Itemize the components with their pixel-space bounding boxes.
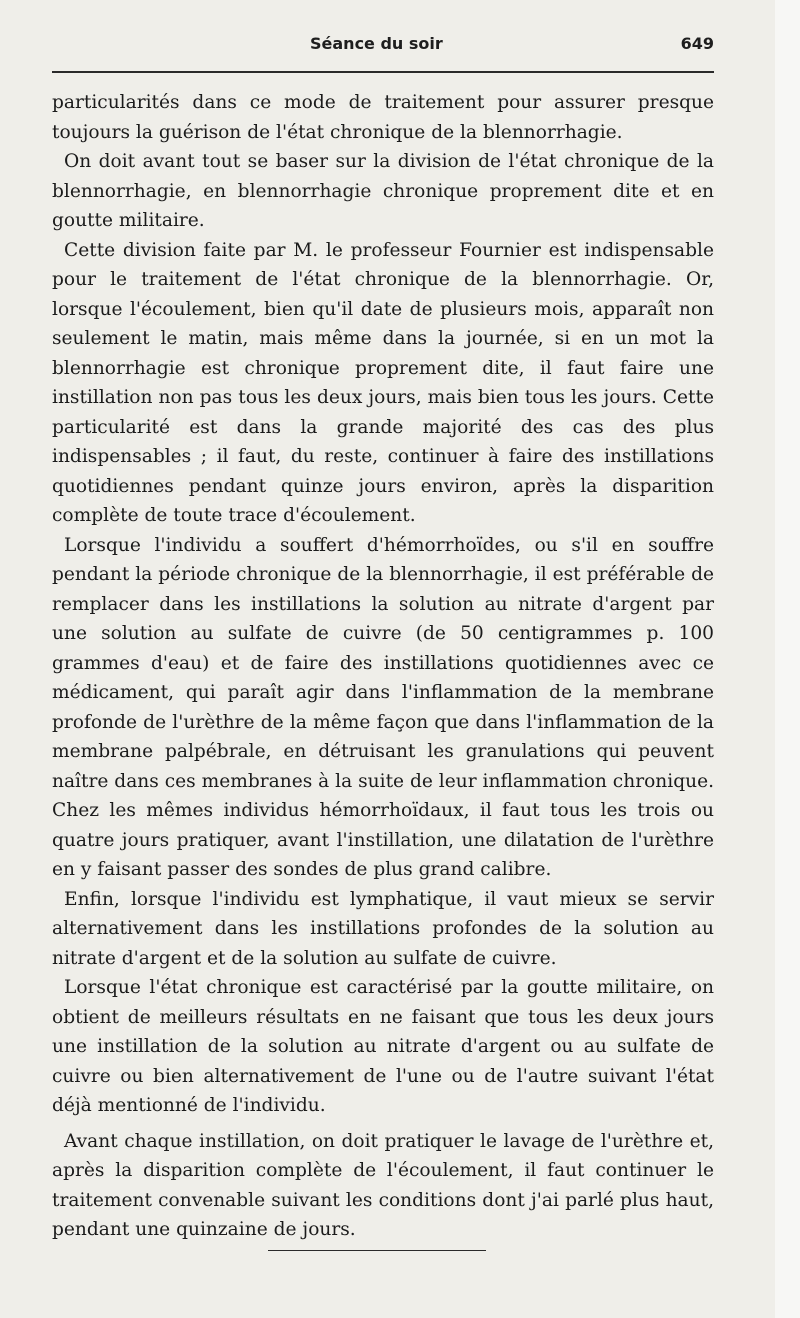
running-header: [52, 31, 714, 61]
page-number: 649: [680, 34, 714, 53]
paragraph: Lorsque l'individu a souffert d'hémorrhoïdes, ou s'il en souffre pendant la période chronique de la blennorrhagie, il est préférable de remplacer dans les instillations la solution au nitrate d'argent par une solution au sulfate de cuivre (de 50 centigrammes p. 100 grammes d'eau) et de faire des instillations quotidiennes avec ce médicament, qui paraît agir dans l'inflammation de la membrane profonde de l'urèthre de la même façon que dans l'inflammation de la membrane palpébrale, en détruisant les granulations qui peuvent naître dans ces membranes à la suite de leur inflammation chronique. Chez les mêmes individus hémorrhoïdaux, il faut tous les trois ou quatre jours pratiquer, avant l'instillation, une dilatation de l'urèthre en y faisant passer des sondes de plus grand calibre.: [52, 534, 714, 880]
paragraph: Lorsque l'état chronique est caractérisé par la goutte militaire, on obtient de meilleurs résultats en ne faisant que tous les deux jours une instillation de la solution au nitrate d'argent ou au sulfate de cuivre ou bien alternativement de l'une ou de l'autre suivant l'état déjà mentionné de l'individu.: [52, 977, 714, 1116]
header-rule: [52, 71, 714, 73]
body-text: [52, 88, 714, 1245]
page-edge: [775, 0, 800, 1318]
paragraph: particularités dans ce mode de traitement pour assurer presque toujours la guérison de l'état chronique de la blennorrhagie.: [52, 92, 714, 143]
header-title: Séance du soir: [310, 34, 443, 53]
paragraph: Enfin, lorsque l'individu est lymphatique, il vaut mieux se servir alternativement dans les instillations profondes de la solution au nitrate d'argent et de la solution au sulfate de cuivre.: [52, 888, 714, 969]
paragraph: Cette division faite par M. le professeur Fournier est indispensable pour le traitement de l'état chronique de la blennorrhagie. Or, lorsque l'écoulement, bien qu'il date de plusieurs mois, apparaît non seulement le matin, mais même dans la journée, si en un mot la blennorrhagie est chronique proprement dite, il faut faire une instillation non pas tous les deux jours, mais bien tous les jours. Cette particularité est dans la grande majorité des cas des plus indispensables ; il faut, du reste, continuer à faire des instillations quotidiennes pendant quinze jours environ, après la disparition complète de toute trace d'écoulement.: [52, 239, 714, 526]
section-end-rule: [268, 1250, 486, 1251]
paragraph: Avant chaque instillation, on doit pratiquer le lavage de l'urèthre et, après la disparition complète de l'écoulement, il faut continuer le traitement convenable suivant les conditions dont j'ai parlé plus haut, pendant une quinzaine de jours.: [52, 1130, 714, 1240]
paragraph: On doit avant tout se baser sur la division de l'état chronique de la blennorrhagie, en blennorrhagie chronique proprement dite et en goutte militaire.: [52, 151, 714, 231]
